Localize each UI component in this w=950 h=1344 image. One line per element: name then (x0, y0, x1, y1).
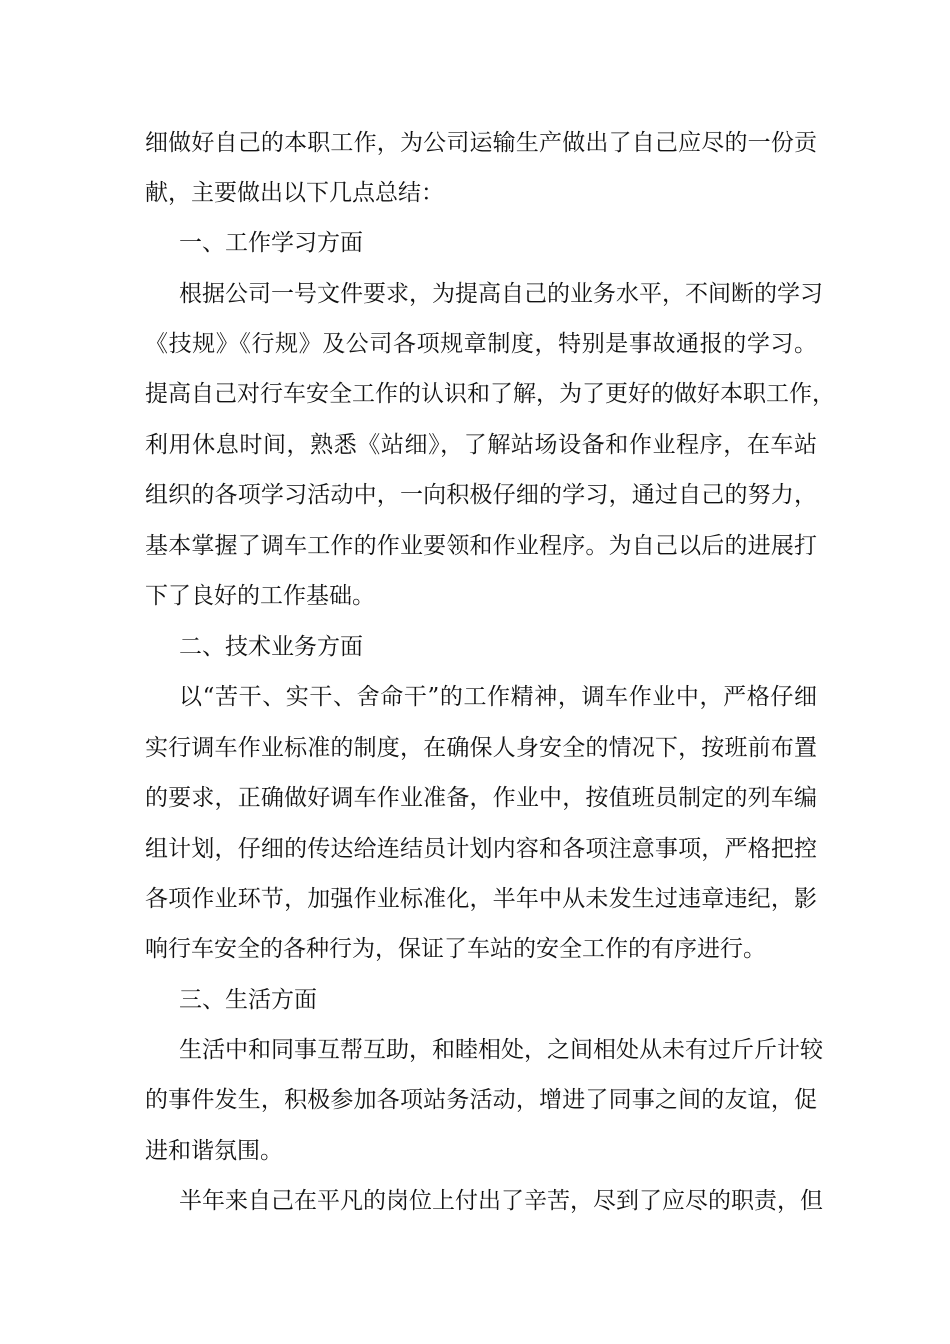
paragraph-line: 基本掌握了调车工作的作业要领和作业程序。为自己以后的进展打 (145, 533, 817, 559)
paragraph-line: 下了良好的工作基础。 (145, 583, 375, 609)
section-heading: 二、技术业务方面 (179, 634, 363, 660)
paragraph-line: 组织的各项学习活动中，一向积极仔细的学习，通过自己的努力， (145, 482, 817, 508)
paragraph-line: 各项作业环节，加强作业标准化，半年中从未发生过违章违纪，影 (145, 886, 817, 912)
section-heading: 三、生活方面 (179, 987, 317, 1013)
paragraph-line: 的事件发生，积极参加各项站务活动，增进了同事之间的友谊，促 (145, 1087, 817, 1113)
paragraph-line: 半年来自己在平凡的岗位上付出了辛苦，尽到了应尽的职责，但 (179, 1188, 823, 1214)
paragraph-line: 组计划，仔细的传达给连结员计划内容和各项注意事项，严格把控 (145, 836, 817, 862)
paragraph-line: 的要求，正确做好调车作业准备，作业中，按值班员制定的列车编 (145, 785, 817, 811)
section-heading: 一、工作学习方面 (179, 230, 363, 256)
paragraph-line: 根据公司一号文件要求，为提高自己的业务水平，不间断的学习 (179, 281, 823, 307)
paragraph-line: 进和谐氛围。 (145, 1138, 283, 1164)
paragraph-line: 细做好自己的本职工作，为公司运输生产做出了自己应尽的一份贡 (145, 130, 817, 156)
paragraph-line: 生活中和同事互帮互助，和睦相处，之间相处从未有过斤斤计较 (179, 1037, 823, 1063)
paragraph-line: 利用休息时间，熟悉《站细》，了解站场设备和作业程序，在车站 (145, 432, 817, 458)
paragraph-line: 献，主要做出以下几点总结： (145, 180, 444, 206)
paragraph-line: 以“苦干、实干、舍命干”的工作精神，调车作业中，严格仔细 (179, 684, 817, 710)
paragraph-line: 《技规》《行规》及公司各项规章制度，特别是事故通报的学习。 (145, 331, 817, 357)
paragraph-line: 实行调车作业标准的制度，在确保人身安全的情况下，按班前布置 (145, 735, 817, 761)
paragraph-line: 提高自己对行车安全工作的认识和了解，为了更好的做好本职工作， (145, 381, 835, 407)
paragraph-line: 响行车安全的各种行为，保证了车站的安全工作的有序进行。 (145, 936, 766, 962)
